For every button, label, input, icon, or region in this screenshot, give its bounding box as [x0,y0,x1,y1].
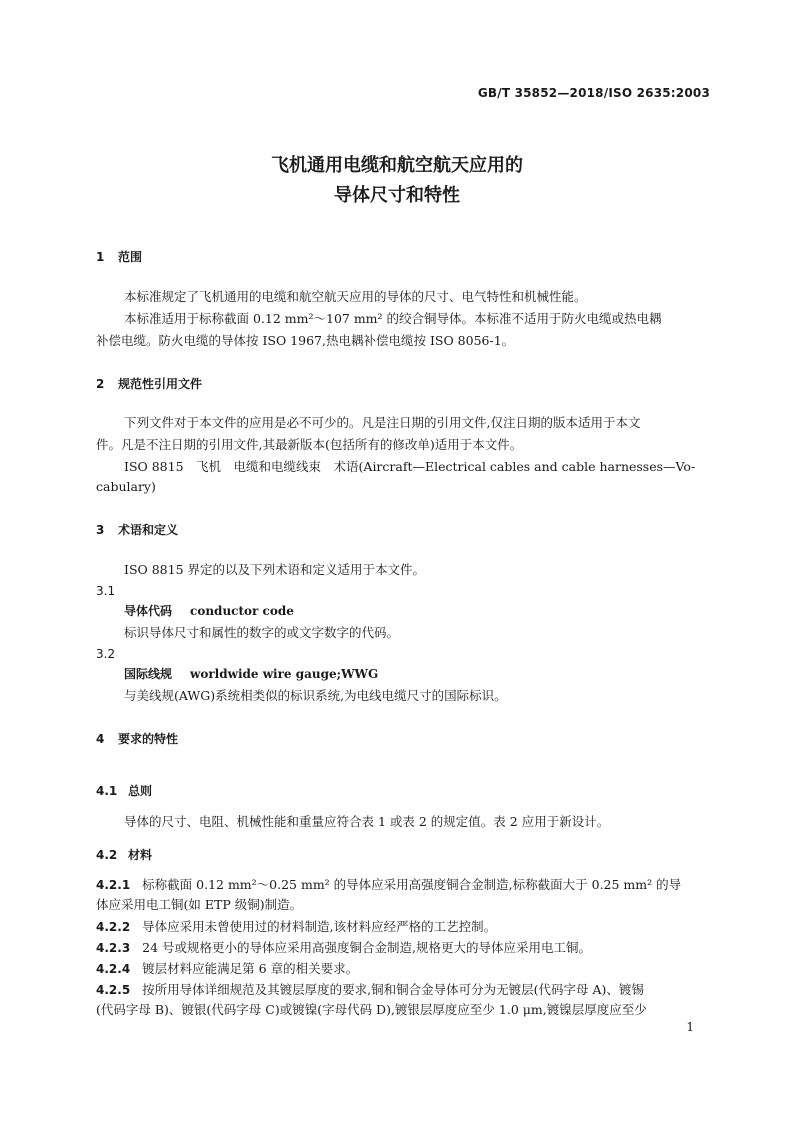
section-2-heading [96,375,202,392]
clause-4-2-5 [96,979,644,1001]
term-definition: 标识导体尺寸和属性的数字的或文字数字的代码。 [124,625,400,640]
section-number: 4 [96,732,105,746]
clause-text: 镀层材料应能满足第 6 章的相关要求。 [142,961,359,976]
paragraph: 下列文件对于本文件的应用是必不可少的。凡是注日期的引用文件,仅注日期的版本适用于本文 [124,415,641,430]
clause-number: 4.2.3 [96,941,131,955]
clause-text: 按所用导体详细规范及其镀层厚度的要求,铜和铜合金导体可分为无镀层(代码字母 A)、镀锡 [142,982,644,997]
clause-4-2-3 [96,937,591,959]
term-english: conductor code [190,604,294,618]
term-number: 3.1 [96,584,116,598]
section-title: 总则 [128,784,153,798]
clause-text: 体应采用电工铜(如 ETP 级铜)制造。 [96,897,303,912]
paragraph: 补偿电缆。防火电缆的导体按 ISO 1967,热电耦补偿电缆按 ISO 8056-1。 [96,333,515,348]
section-number: 4.1 [96,784,118,798]
term-definition: 与美线规(AWG)系统相类似的标识系统,为电线电缆尺寸的国际标识。 [124,688,507,703]
page-number: 1 [686,1020,694,1034]
term-chinese: 国际线规 [124,667,173,681]
clause-number: 4.2.1 [96,878,131,892]
clause-4-2-4 [96,958,358,980]
section-4-heading [96,730,178,747]
term-english: worldwide wire gauge;WWG [190,667,379,681]
clause-text: 标称截面 0.12 mm²～0.25 mm² 的导体应采用高强度铜合金制造,标称截面大于 0.25 mm² 的导 [142,877,682,892]
subsection-4-1-heading [96,782,152,799]
paragraph: 本标准适用于标称截面 0.12 mm²～107 mm² 的绞合铜导体。本标准不适用于防火电缆或热电耦 [124,311,662,326]
paragraph: 件。凡是不注日期的引用文件,其最新版本(包括所有的修改单)适用于本文件。 [96,437,523,452]
subsection-4-2-heading [96,846,152,863]
clause-text: (代码字母 B)、镀银(代码字母 C)或镀镍(字母代码 D),镀银层厚度应至少 1.0 μm,镀镍层厚度应至少 [96,1002,647,1017]
term-number: 3.2 [96,647,116,661]
term-chinese: 导体代码 [124,604,173,618]
section-number: 4.2 [96,848,118,862]
clause-text: 24 号或规格更小的导体应采用高强度铜合金制造,规格更大的导体应采用电工铜。 [142,940,592,955]
clause-4-2-1 [96,874,681,896]
clause-text: 导体应采用未曾使用过的材料制造,该材料应经严格的工艺控制。 [142,919,497,934]
paragraph: ISO 8815 界定的以及下列术语和定义适用于本文件。 [124,562,426,577]
clause-number: 4.2.2 [96,920,131,934]
section-1-heading [96,248,142,265]
section-title: 材料 [128,848,153,862]
paragraph: 导体的尺寸、电阻、机械性能和重量应符合表 1 或表 2 的规定值。表 2 应用于新设计。 [124,814,610,829]
term-entry [124,600,294,622]
reference-entry: ISO 8815 飞机 电缆和电缆线束 术语(Aircraft—Electrical cables and cable harnesses—Vo- [124,459,696,474]
clause-number: 4.2.5 [96,983,131,997]
reference-entry: cabulary) [96,479,156,494]
clause-4-2-2 [96,916,496,938]
section-title: 术语和定义 [118,523,179,537]
section-3-heading [96,521,178,538]
section-title: 规范性引用文件 [118,377,203,391]
document-title-line2: 导体尺寸和特性 [334,185,460,206]
section-title: 要求的特性 [118,732,179,746]
section-number: 1 [96,250,105,264]
section-title: 范围 [118,250,143,264]
section-number: 3 [96,523,105,537]
term-entry [124,663,378,685]
section-number: 2 [96,377,105,391]
paragraph: 本标准规定了飞机通用的电缆和航空航天应用的导体的尺寸、电气特性和机械性能。 [124,289,587,304]
clause-number: 4.2.4 [96,962,131,976]
document-title-line1: 飞机通用电缆和航空航天应用的 [271,155,523,176]
standard-code: GB/T 35852—2018/ISO 2635:2003 [477,86,710,100]
